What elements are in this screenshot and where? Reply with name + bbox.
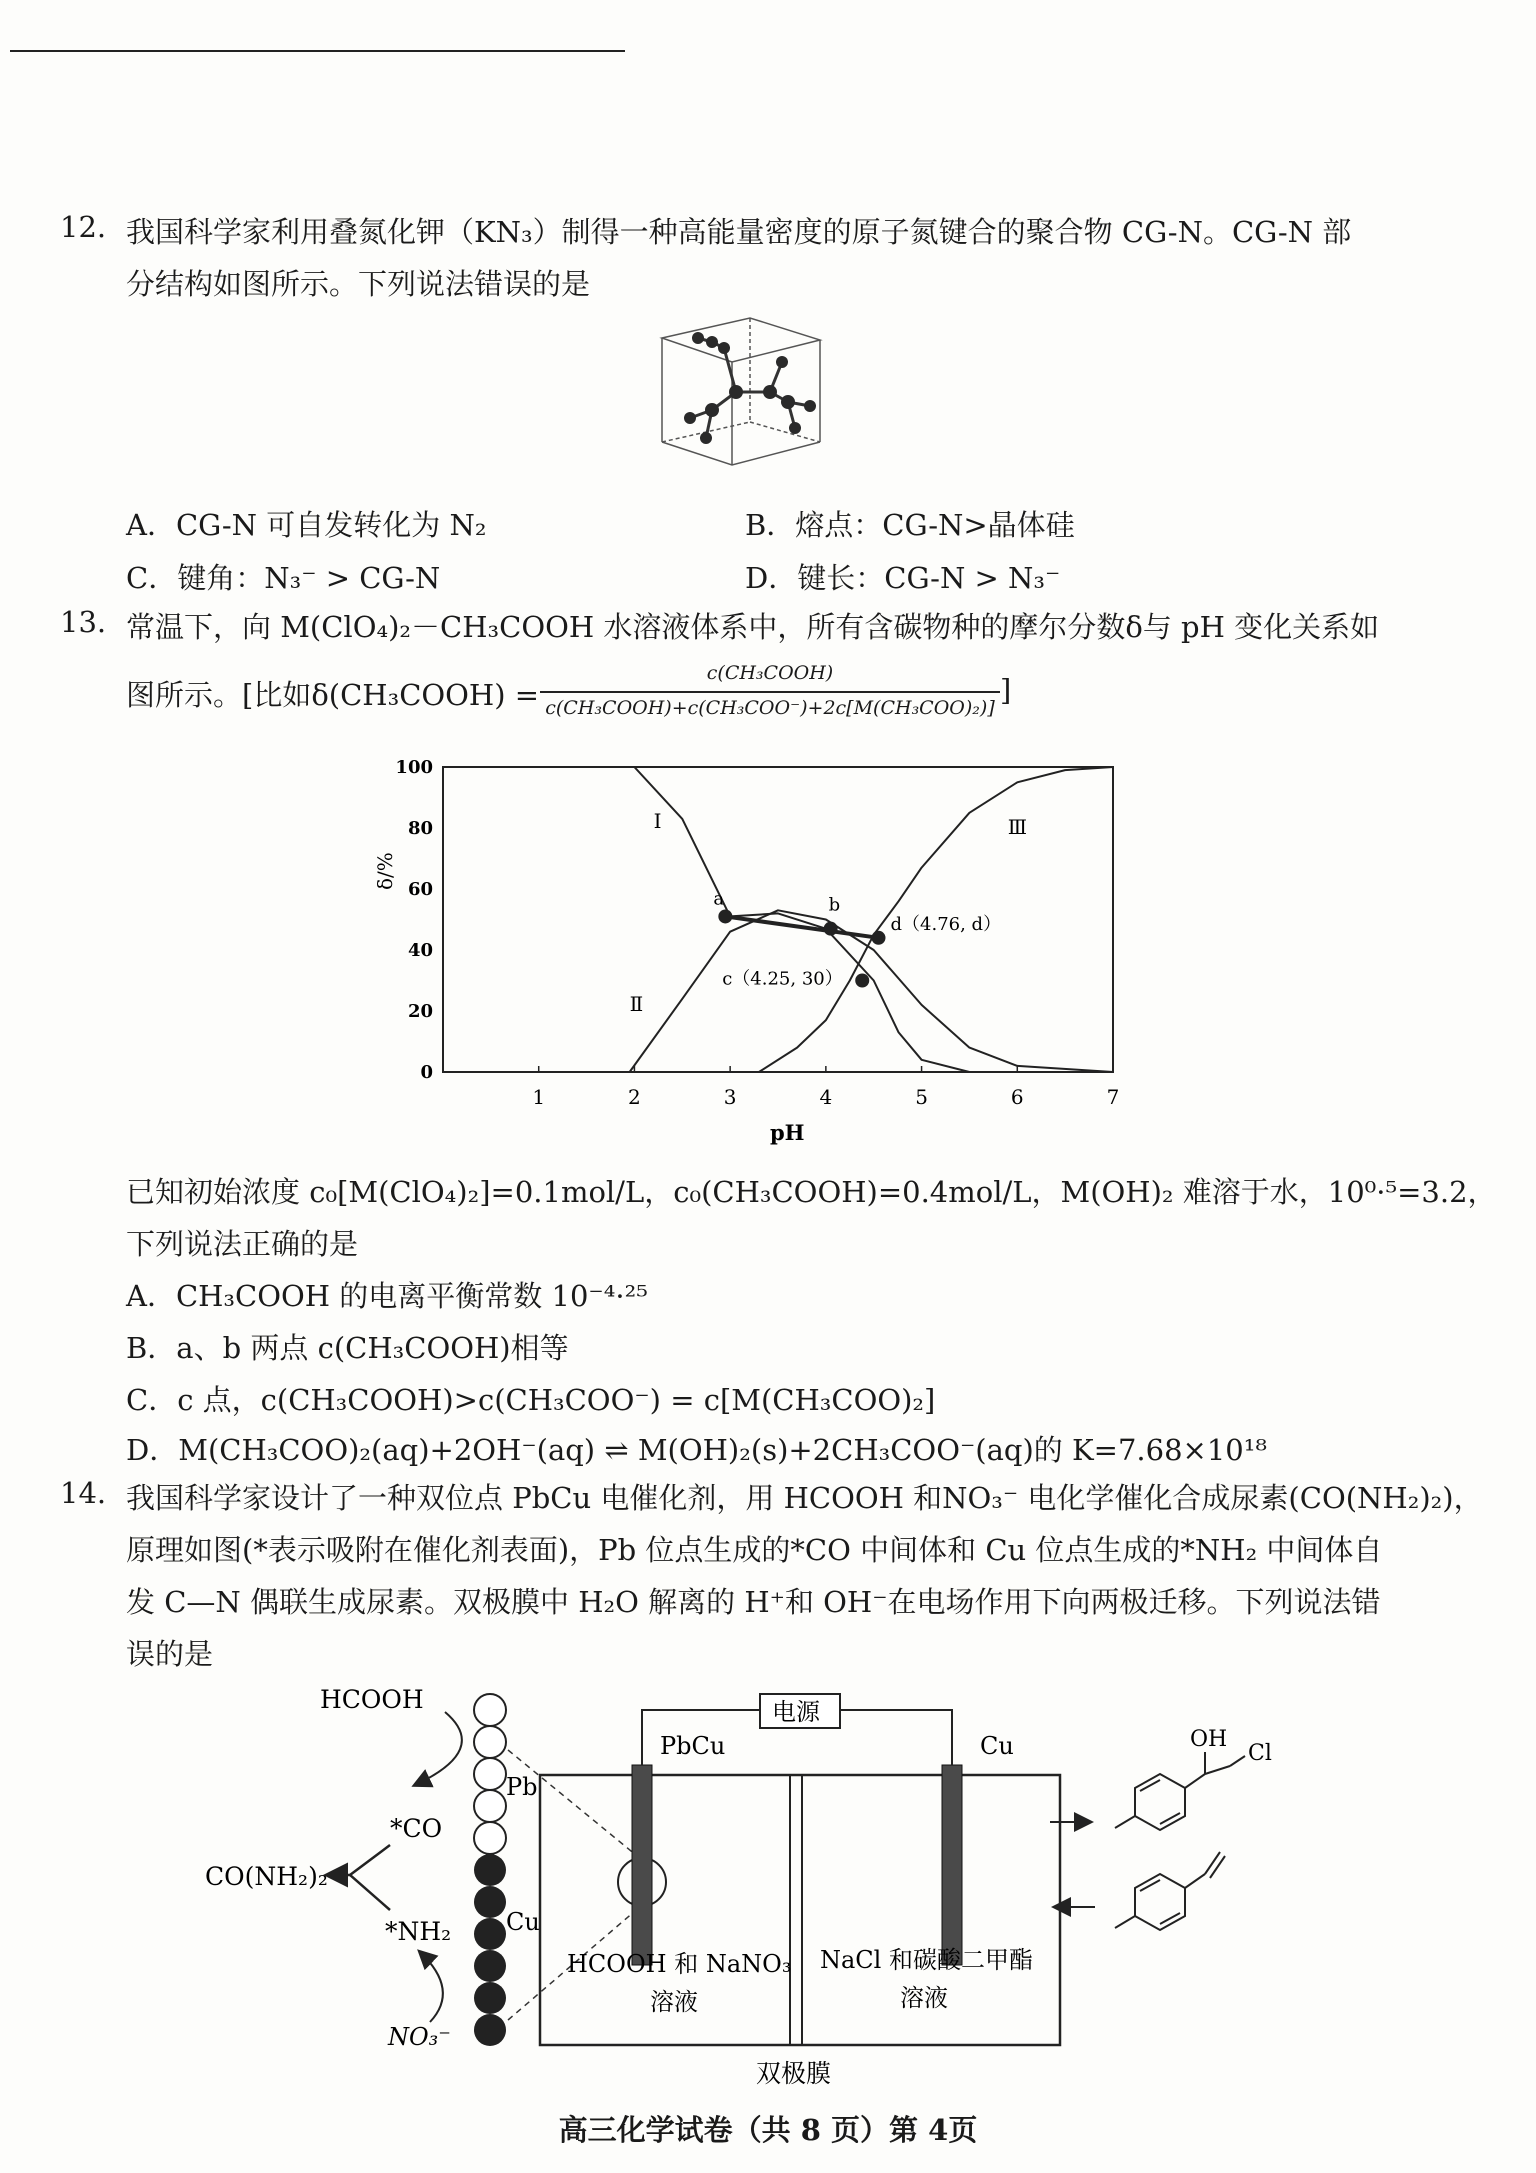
nh2-intermediate-label: *NH₂ — [385, 1917, 452, 1946]
hcooh-label: HCOOH — [320, 1685, 424, 1714]
q13-option-a: A．CH₃COOH 的电离平衡常数 10⁻⁴·²⁵ — [126, 1279, 648, 1313]
membrane-label: 双极膜 — [756, 2059, 832, 2088]
coupling-bracket — [350, 1845, 390, 1910]
series-label-1: Ⅰ — [653, 809, 662, 833]
methylstyrene-structure — [1115, 1852, 1225, 1930]
q12-stem-line2: 分结构如图所示。下列说法错误的是 — [126, 267, 591, 301]
q13-option-b: B．a、b 两点 c(CH₃COOH)相等 — [126, 1331, 569, 1365]
point-3 — [855, 974, 869, 988]
top-rule — [10, 50, 625, 52]
co-intermediate-label: *CO — [390, 1814, 443, 1843]
q13-option-c: C．c 点，c(CH₃COOH)>c(CH₃COO⁻) = c[M(CH₃COO)₂] — [126, 1383, 936, 1417]
q13-number: 13. — [60, 605, 107, 639]
fraction-close-bracket: ] — [1000, 673, 1012, 707]
electrolysis-diagram — [190, 1670, 1370, 2090]
nitrate-arrow — [420, 1952, 443, 2022]
series-label-3: Ⅲ — [1007, 815, 1028, 840]
left-solution-label-1: HCOOH 和 NaNO₃ — [567, 1950, 792, 1978]
electrolytic-cell — [540, 1775, 1060, 2045]
y-tick-label: 40 — [407, 940, 433, 961]
x-tick-label: 6 — [1010, 1085, 1024, 1109]
a-b-d-connector — [725, 916, 878, 937]
q12-option-c: C．键角：N₃⁻ > CG-N — [126, 561, 441, 595]
point-2 — [824, 922, 838, 936]
series-label-2: Ⅱ — [629, 992, 644, 1016]
q13-known-line1: 已知初始浓度 c₀[M(ClO₄)₂]=0.1mol/L，c₀(CH₃COOH)=0.4mol/L，M(OH)₂ 难溶于水，10⁰·⁵=3.2， — [126, 1175, 1497, 1209]
point-label-2: b — [828, 894, 841, 916]
x-tick-label: 7 — [1106, 1085, 1120, 1109]
point-label-3: c（4.25, 30） — [722, 968, 843, 990]
q12-option-d: D．键长：CG-N > N₃⁻ — [745, 561, 1061, 595]
hydroxyl-label: OH — [1190, 1727, 1228, 1752]
pb-site-label: Pb — [506, 1773, 538, 1801]
q13-option-d: D．M(CH₃COO)₂(aq)+2OH⁻(aq) ⇌ M(OH)₂(s)+2CH₃COO⁻(aq)的 K=7.68×10¹⁸ — [126, 1433, 1267, 1467]
x-tick-label: 1 — [532, 1085, 546, 1109]
q12-option-a: A．CG-N 可自发转化为 N₂ — [126, 508, 487, 542]
q12-number: 12. — [60, 210, 107, 244]
q14-stem-line3: 发 C—N 偶联生成尿素。双极膜中 H₂O 解离的 H⁺和 OH⁻在电场作用下向两极迁移。下列说法错 — [126, 1585, 1381, 1619]
q12-option-b: B．熔点：CG-N>晶体硅 — [745, 508, 1075, 542]
right-solution-label-2: 溶液 — [900, 1984, 948, 2012]
y-tick-label: 20 — [407, 1001, 433, 1022]
zoom-line-top — [508, 1750, 642, 1860]
cgn-structure-figure — [650, 310, 825, 470]
series-line-3 — [443, 767, 1113, 1072]
cu-electrode — [942, 1765, 962, 1965]
delta-ph-chart — [370, 750, 1130, 1150]
power-source-label: 电源 — [772, 1698, 820, 1726]
y-tick-label: 0 — [420, 1062, 433, 1083]
q14-stem-line4: 误的是 — [126, 1637, 214, 1671]
fraction-bar — [540, 691, 1000, 693]
q12-stem-line1: 我国科学家利用叠氮化钾（KN₃）制得一种高能量密度的原子氮键合的聚合物 CG-N。CG-N 部 — [126, 215, 1352, 249]
chlorohydrin-structure — [1115, 1752, 1245, 1830]
nitrate-label: NO₃⁻ — [388, 2023, 451, 2051]
point-label-4: d（4.76, d） — [890, 913, 1002, 935]
fraction-denominator: c(CH₃COOH)+c(CH₃COO⁻)+2c[M(CH₃COO)₂)] — [545, 697, 995, 719]
x-tick-label: 2 — [628, 1085, 641, 1109]
hcooh-arrow — [415, 1712, 462, 1785]
urea-label: CO(NH₂)₂ — [205, 1862, 328, 1891]
q13-stem-line1: 常温下，向 M(ClO₄)₂－CH₃COOH 水溶液体系中，所有含碳物种的摩尔分数δ与 pH 变化关系如 — [126, 610, 1380, 644]
right-solution-label-1: NaCl 和碳酸二甲酯 — [820, 1946, 1033, 1974]
cu-site-label: Cu — [506, 1908, 540, 1936]
x-tick-label: 4 — [819, 1085, 833, 1109]
series-line-2 — [630, 910, 1113, 1072]
y-tick-label: 100 — [395, 757, 433, 778]
point-1 — [718, 909, 732, 923]
q13-known-line2: 下列说法正确的是 — [126, 1227, 359, 1261]
x-tick-label: 5 — [915, 1085, 928, 1109]
page-footer: 高三化学试卷（共 8 页）第 4页 — [558, 2113, 978, 2147]
chlorine-label: Cl — [1248, 1741, 1272, 1766]
point-label-1: a — [713, 888, 725, 910]
pbcu-electrode — [632, 1765, 652, 1965]
cu-electrode-label: Cu — [980, 1732, 1014, 1760]
x-tick-label: 3 — [723, 1085, 737, 1109]
wire-right — [840, 1710, 952, 1765]
q13-stem-line2: 图所示。[比如δ(CH₃COOH) = — [126, 678, 540, 712]
y-tick-label: 80 — [407, 818, 433, 839]
point-4 — [872, 931, 886, 945]
q14-number: 14. — [60, 1476, 107, 1510]
pbcu-label: PbCu — [660, 1732, 726, 1760]
q14-stem-line1: 我国科学家设计了一种双位点 PbCu 电催化剂，用 HCOOH 和NO₃⁻ 电化学催化合成尿素(CO(NH₂)₂)， — [126, 1481, 1483, 1515]
y-axis-label: δ/% — [373, 852, 397, 890]
x-axis-label: pH — [770, 1120, 805, 1145]
y-tick-label: 60 — [407, 879, 433, 900]
fraction-numerator: c(CH₃COOH) — [706, 662, 834, 684]
q14-stem-line2: 原理如图(*表示吸附在催化剂表面)，Pb 位点生成的*CO 中间体和 Cu 位点生成的*NH₂ 中间体自 — [126, 1533, 1383, 1567]
plot-frame — [443, 767, 1113, 1072]
catalyst-sphere-chain — [474, 1694, 506, 2046]
left-solution-label-2: 溶液 — [650, 1988, 698, 2016]
